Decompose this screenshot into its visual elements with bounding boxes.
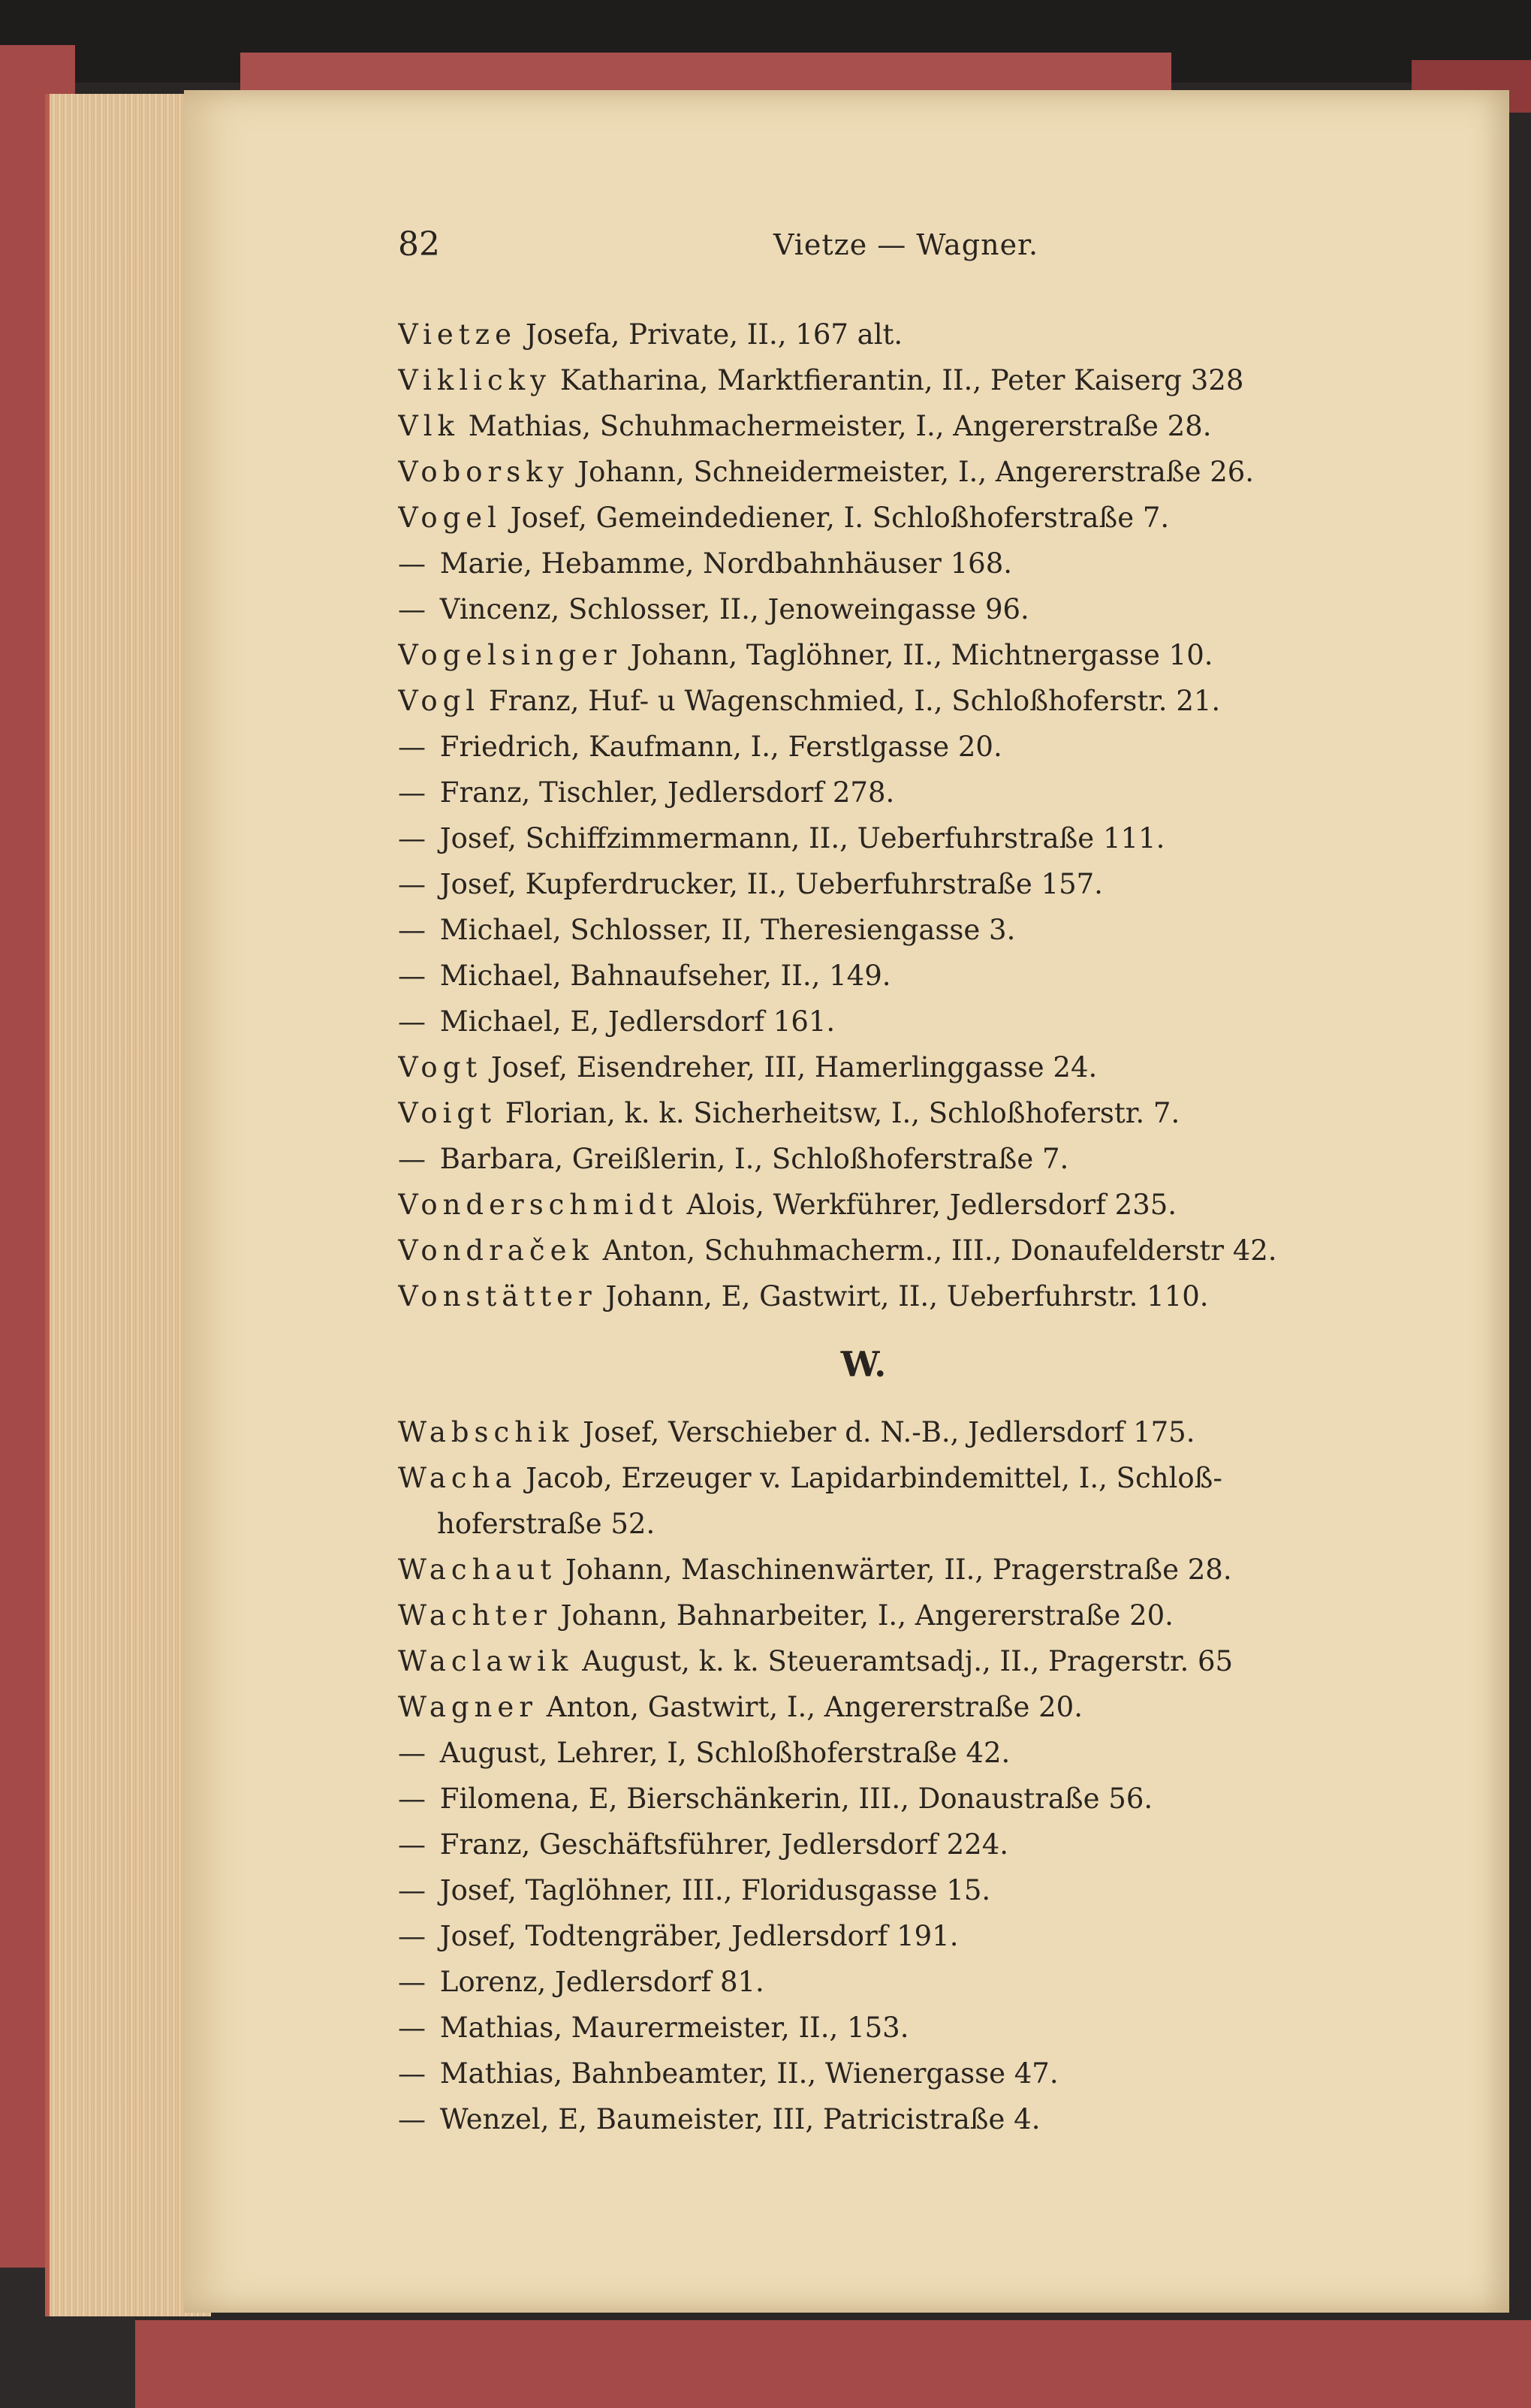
directory-entry (398, 357, 1479, 403)
entry-surname: Vogl (398, 685, 481, 717)
directory-entry (398, 907, 1479, 953)
directory-entry (398, 1776, 1479, 1822)
entry-surname: Viklicky (398, 364, 552, 396)
entry-surname: Vietze (398, 318, 517, 351)
directory-entry (398, 770, 1479, 815)
entry-surname: — (398, 2012, 431, 2044)
directory-entry (398, 1409, 1479, 1455)
entry-text: Mathias, Bahnbeamter, II., Wienergasse 47. (439, 2057, 1059, 2090)
entry-surname: — (398, 776, 431, 809)
entry-surname: Voborsky (398, 456, 569, 488)
entry-surname: Vlk (398, 410, 460, 442)
entry-text: Franz, Tischler, Jedlersdorf 278. (439, 776, 895, 809)
entry-text: Michael, Bahnaufseher, II., 149. (439, 960, 891, 992)
entry-surname: Wachter (398, 1599, 552, 1632)
entry-text: Franz, Geschäftsführer, Jedlersdorf 224. (439, 1828, 1009, 1861)
directory-entry (398, 999, 1479, 1044)
directory-entry (398, 1455, 1479, 1501)
entry-surname: — (398, 731, 431, 763)
page-number: 82 (398, 225, 440, 264)
entry-surname: Vonderschmidt (398, 1189, 678, 1221)
book-cover-bottom (0, 2320, 1531, 2408)
directory-entry (398, 2096, 1479, 2142)
entry-text: Katharina, Marktfierantin, II., Peter Kaiserg 328 (559, 364, 1244, 396)
entry-surname: — (398, 1920, 431, 1952)
entry-text: August, Lehrer, I, Schloßhoferstraße 42. (439, 1737, 1011, 1769)
entries-list-v (398, 312, 1479, 1319)
entry-text: August, k. k. Steueramtsadj., II., Pragerstr. 65 (582, 1645, 1234, 1677)
directory-entry (398, 1136, 1479, 1182)
entry-text: Josef, Gemeindediener, I. Schloßhoferstraße 7. (510, 502, 1170, 534)
entry-surname: Wachaut (398, 1554, 557, 1586)
entry-surname: — (398, 1737, 431, 1769)
entry-text: Barbara, Greißlerin, I., Schloßhoferstraße 7. (439, 1143, 1069, 1175)
directory-entry (398, 1684, 1479, 1730)
entry-text: Josef, Todtengräber, Jedlersdorf 191. (439, 1920, 959, 1952)
directory-entry (398, 2005, 1479, 2051)
directory-entry (398, 632, 1479, 678)
entry-surname: — (398, 822, 431, 854)
entry-text: Johann, Schneidermeister, I., Angererstraße 26. (577, 456, 1255, 488)
entry-text: Johann, E, Gastwirt, II., Ueberfuhrstr. 110. (605, 1280, 1209, 1312)
entry-surname: Vogt (398, 1051, 483, 1083)
directory-entry (398, 495, 1479, 541)
entry-surname: — (398, 1143, 431, 1175)
entry-text: Marie, Hebamme, Nordbahnhäuser 168. (439, 547, 1013, 580)
directory-entry (398, 1867, 1479, 1913)
entry-text: Josef, Verschieber d. N.-B., Jedlersdorf 175. (583, 1416, 1195, 1448)
entry-surname: — (398, 1005, 431, 1038)
directory-entry (398, 861, 1479, 907)
entry-text: Johann, Taglöhner, II., Michtnergasse 10. (630, 639, 1213, 671)
entry-text: Alois, Werkführer, Jedlersdorf 235. (686, 1189, 1177, 1221)
entry-text: Josef, Taglöhner, III., Floridusgasse 15. (439, 1874, 991, 1906)
entry-text: Johann, Bahnarbeiter, I., Angererstraße 20. (560, 1599, 1174, 1632)
entry-text: Mathias, Maurermeister, II., 153. (439, 2012, 909, 2044)
running-head: Vietze — Wagner. (773, 228, 1039, 261)
entry-text: Michael, E, Jedlersdorf 161. (439, 1005, 836, 1038)
entry-surname: — (398, 1783, 431, 1815)
entry-surname: — (398, 1874, 431, 1906)
entry-text: Anton, Schuhmacherm., III., Donaufelderstr 42. (602, 1234, 1277, 1267)
entry-surname: Wabschik (398, 1416, 574, 1448)
directory-entry (398, 1090, 1479, 1136)
entry-surname: — (398, 868, 431, 900)
entry-text: Mathias, Schuhmachermeister, I., Angererstraße 28. (468, 410, 1212, 442)
entry-surname: Vonstätter (398, 1280, 597, 1312)
entry-text: Johann, Maschinenwärter, II., Pragerstraße 28. (565, 1554, 1232, 1586)
entry-surname: Vondraček (398, 1234, 594, 1267)
directory-entry (398, 1228, 1479, 1273)
entry-text: Josef, Kupferdrucker, II., Ueberfuhrstraße 157. (439, 868, 1103, 900)
directory-entry (398, 2051, 1479, 2096)
entry-text: Anton, Gastwirt, I., Angererstraße 20. (546, 1691, 1083, 1723)
entry-surname: Waclawik (398, 1645, 574, 1677)
directory-entry (398, 815, 1479, 861)
directory-entry (398, 1273, 1479, 1319)
directory-entry (398, 1959, 1479, 2005)
entry-text: Vincenz, Schlosser, II., Jenoweingasse 96. (439, 593, 1029, 625)
entry-surname: — (398, 960, 431, 992)
entry-text: Jacob, Erzeuger v. Lapidarbindemittel, I., Schloß- (526, 1462, 1222, 1494)
entry-text: Josef, Eisendreher, III, Hamerlinggasse 24. (490, 1051, 1098, 1083)
directory-entry (398, 312, 1479, 357)
entry-surname: — (398, 2057, 431, 2090)
entry-text: Josef, Schiffzimmermann, II., Ueberfuhrstraße 111. (439, 822, 1165, 854)
section-heading-w: W. (840, 1344, 887, 1385)
directory-entry (398, 1730, 1479, 1776)
directory-entry (398, 1913, 1479, 1959)
entry-text: Friedrich, Kaufmann, I., Ferstlgasse 20. (439, 731, 1002, 763)
entry-text: hoferstraße 52. (437, 1508, 655, 1540)
entry-surname: — (398, 914, 431, 946)
entry-surname: — (398, 2103, 431, 2135)
entry-text: Josefa, Private, II., 167 alt. (525, 318, 903, 351)
entry-text: Lorenz, Jedlersdorf 81. (439, 1966, 764, 1998)
entry-text: Florian, k. k. Sicherheitsw, I., Schloßhoferstr. 7. (505, 1097, 1180, 1129)
page-header (398, 225, 1464, 270)
directory-entry (398, 1547, 1479, 1593)
entry-surname: Voigt (398, 1097, 496, 1129)
entry-surname: — (398, 593, 431, 625)
entry-surname: — (398, 1828, 431, 1861)
entry-text: Michael, Schlosser, II, Theresiengasse 3. (439, 914, 1016, 946)
entries-list-w (398, 1409, 1479, 2142)
entry-text: Wenzel, E, Baumeister, III, Patricistraße 4. (439, 2103, 1041, 2135)
entry-text: Filomena, E, Bierschänkerin, III., Donaustraße 56. (439, 1783, 1153, 1815)
directory-entry (398, 1501, 1479, 1547)
directory-entry (398, 449, 1479, 495)
directory-entry (398, 678, 1479, 724)
directory-entry (398, 953, 1479, 999)
directory-entry (398, 1182, 1479, 1228)
entry-surname: Wacha (398, 1462, 517, 1494)
entry-surname: — (398, 547, 431, 580)
directory-entry (398, 1593, 1479, 1638)
entry-surname: Wagner (398, 1691, 538, 1723)
directory-entries (398, 312, 1479, 2142)
directory-entry (398, 541, 1479, 586)
directory-entry (398, 586, 1479, 632)
entry-surname: Vogel (398, 502, 502, 534)
entry-surname: Vogelsinger (398, 639, 622, 671)
entry-surname: — (398, 1966, 431, 1998)
directory-entry (398, 403, 1479, 449)
directory-entry (398, 724, 1479, 770)
directory-entry (398, 1638, 1479, 1684)
entry-text: Franz, Huf- u Wagenschmied, I., Schloßhoferstr. 21. (488, 685, 1221, 717)
directory-entry (398, 1822, 1479, 1867)
directory-entry (398, 1044, 1479, 1090)
